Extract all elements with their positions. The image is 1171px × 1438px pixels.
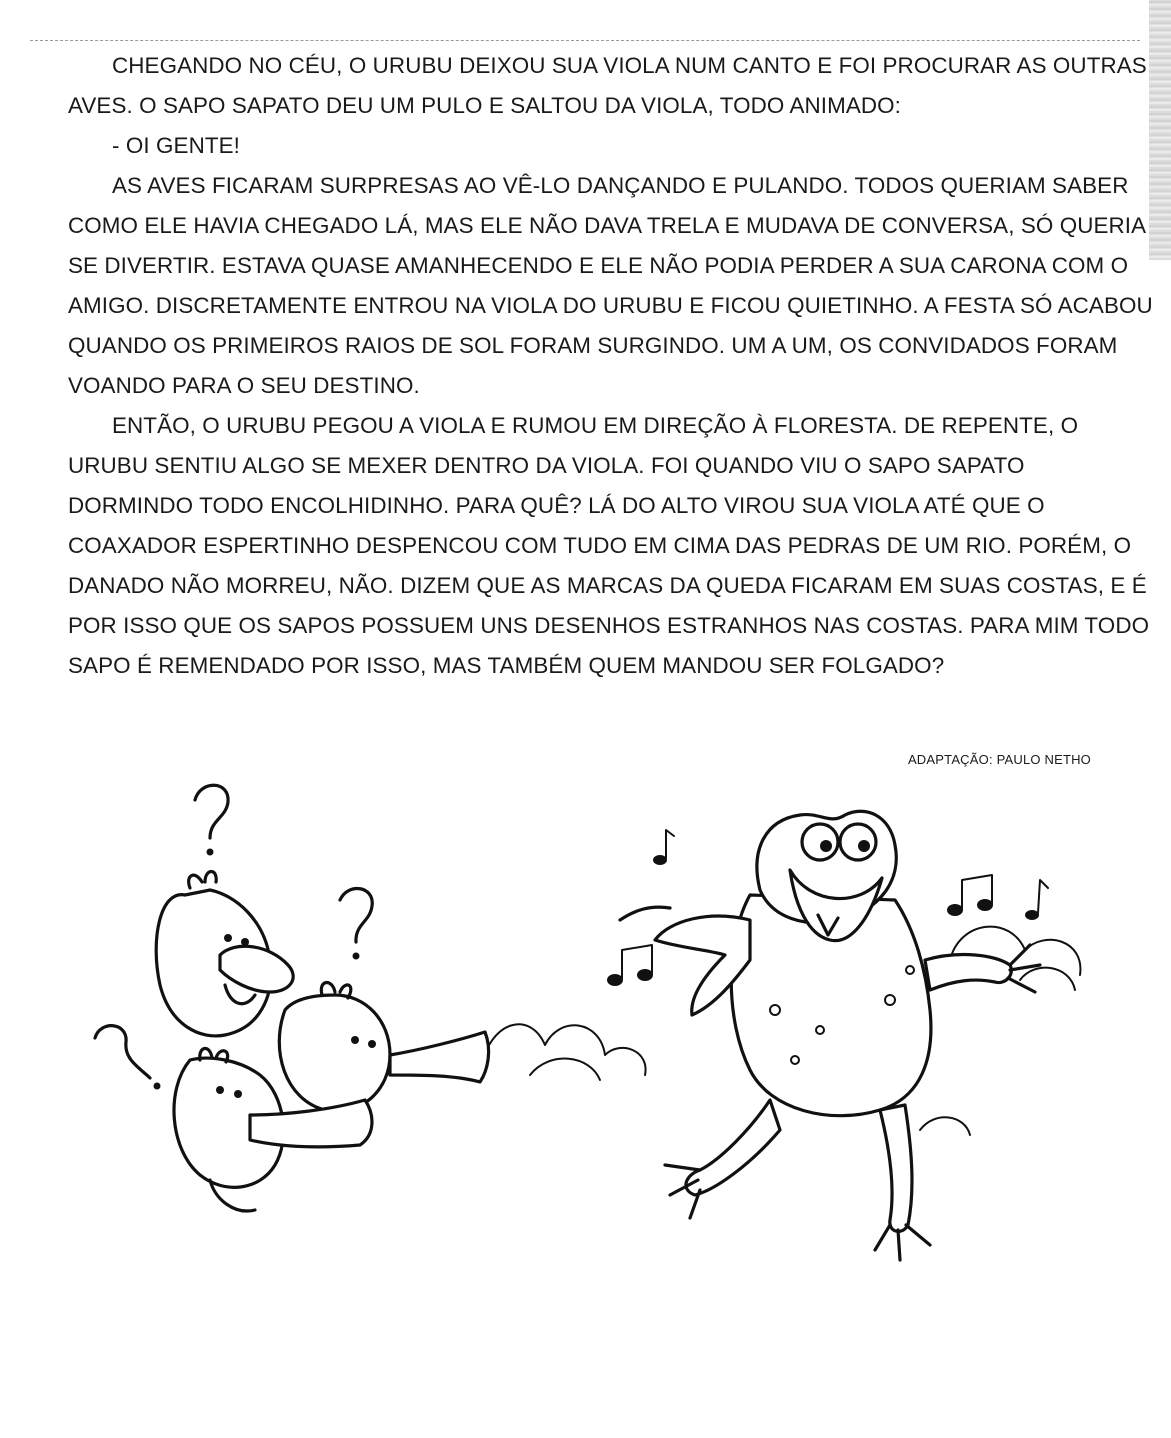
puzzled-birds xyxy=(156,872,488,1211)
story-paragraph-4: ENTÃO, O URUBU PEGOU A VIOLA E RUMOU EM DIREÇÃO À FLORESTA. DE REPENTE, O URUBU SENTIU ALGO SE MEXER DENTRO DA VIOLA. FOI QUANDO VIU O SAPO SAPATO DORMINDO TODO ENCOLHIDINHO. PARA QUÊ? LÁ DO ALTO VIROU SUA VIOLA ATÉ QUE O COAXADOR ESPERTINHO DESPENCOU COM TUDO EM CIMA DAS PEDRAS DE UM RIO. PORÉM, O DANADO NÃO MORREU, NÃO. DIZEM QUE AS MARCAS DA QUEDA FICARAM EM SUAS COSTAS, E É POR ISSO QUE OS SAPOS POSSUEM UNS DESENHOS ESTRANHOS NAS COSTAS. PARA MIM TODO SAPO É REMENDADO POR ISSO, MAS TAMBÉM QUEM MANDOU SER FOLGADO? xyxy=(68,413,1150,678)
adaptation-credit: ADAPTAÇÃO: PAULO NETHO xyxy=(907,752,1091,767)
illustration-svg xyxy=(60,770,1110,1290)
question-mark-icon xyxy=(195,785,228,855)
dancing-frog xyxy=(620,811,1040,1260)
music-note-icon xyxy=(1025,880,1048,920)
story-paragraph-2: - OI GENTE! xyxy=(112,133,240,158)
music-note-icon xyxy=(653,830,674,865)
question-mark-icon xyxy=(95,1026,161,1090)
question-mark-icon xyxy=(340,889,372,960)
music-note-icon xyxy=(607,945,653,986)
scan-artifact-line xyxy=(30,40,1140,41)
story-illustration xyxy=(60,770,1110,1290)
story-text xyxy=(68,46,1153,686)
story-paragraph-1: CHEGANDO NO CÉU, O URUBU DEIXOU SUA VIOLA NUM CANTO E FOI PROCURAR AS OUTRAS AVES. O SAPO SAPATO DEU UM PULO E SALTOU DA VIOLA, TODO ANIMADO: xyxy=(68,53,1147,118)
story-paragraph-3: AS AVES FICARAM SURPRESAS AO VÊ-LO DANÇANDO E PULANDO. TODOS QUERIAM SABER COMO ELE HAVIA CHEGADO LÁ, MAS ELE NÃO DAVA TRELA E MUDAVA DE CONVERSA, SÓ QUERIA SE DIVERTIR. ESTAVA QUASE AMANHECENDO E ELE NÃO PODIA PERDER A SUA CARONA COM O AMIGO. DISCRETAMENTE ENTROU NA VIOLA DO URUBU E FICOU QUIETINHO. A FESTA SÓ ACABOU QUANDO OS PRIMEIROS RAIOS DE SOL FORAM SURGINDO. UM A UM, OS CONVIDADOS FORAM VOANDO PARA O SEU DESTINO. xyxy=(68,173,1153,398)
music-note-icon xyxy=(947,875,993,916)
